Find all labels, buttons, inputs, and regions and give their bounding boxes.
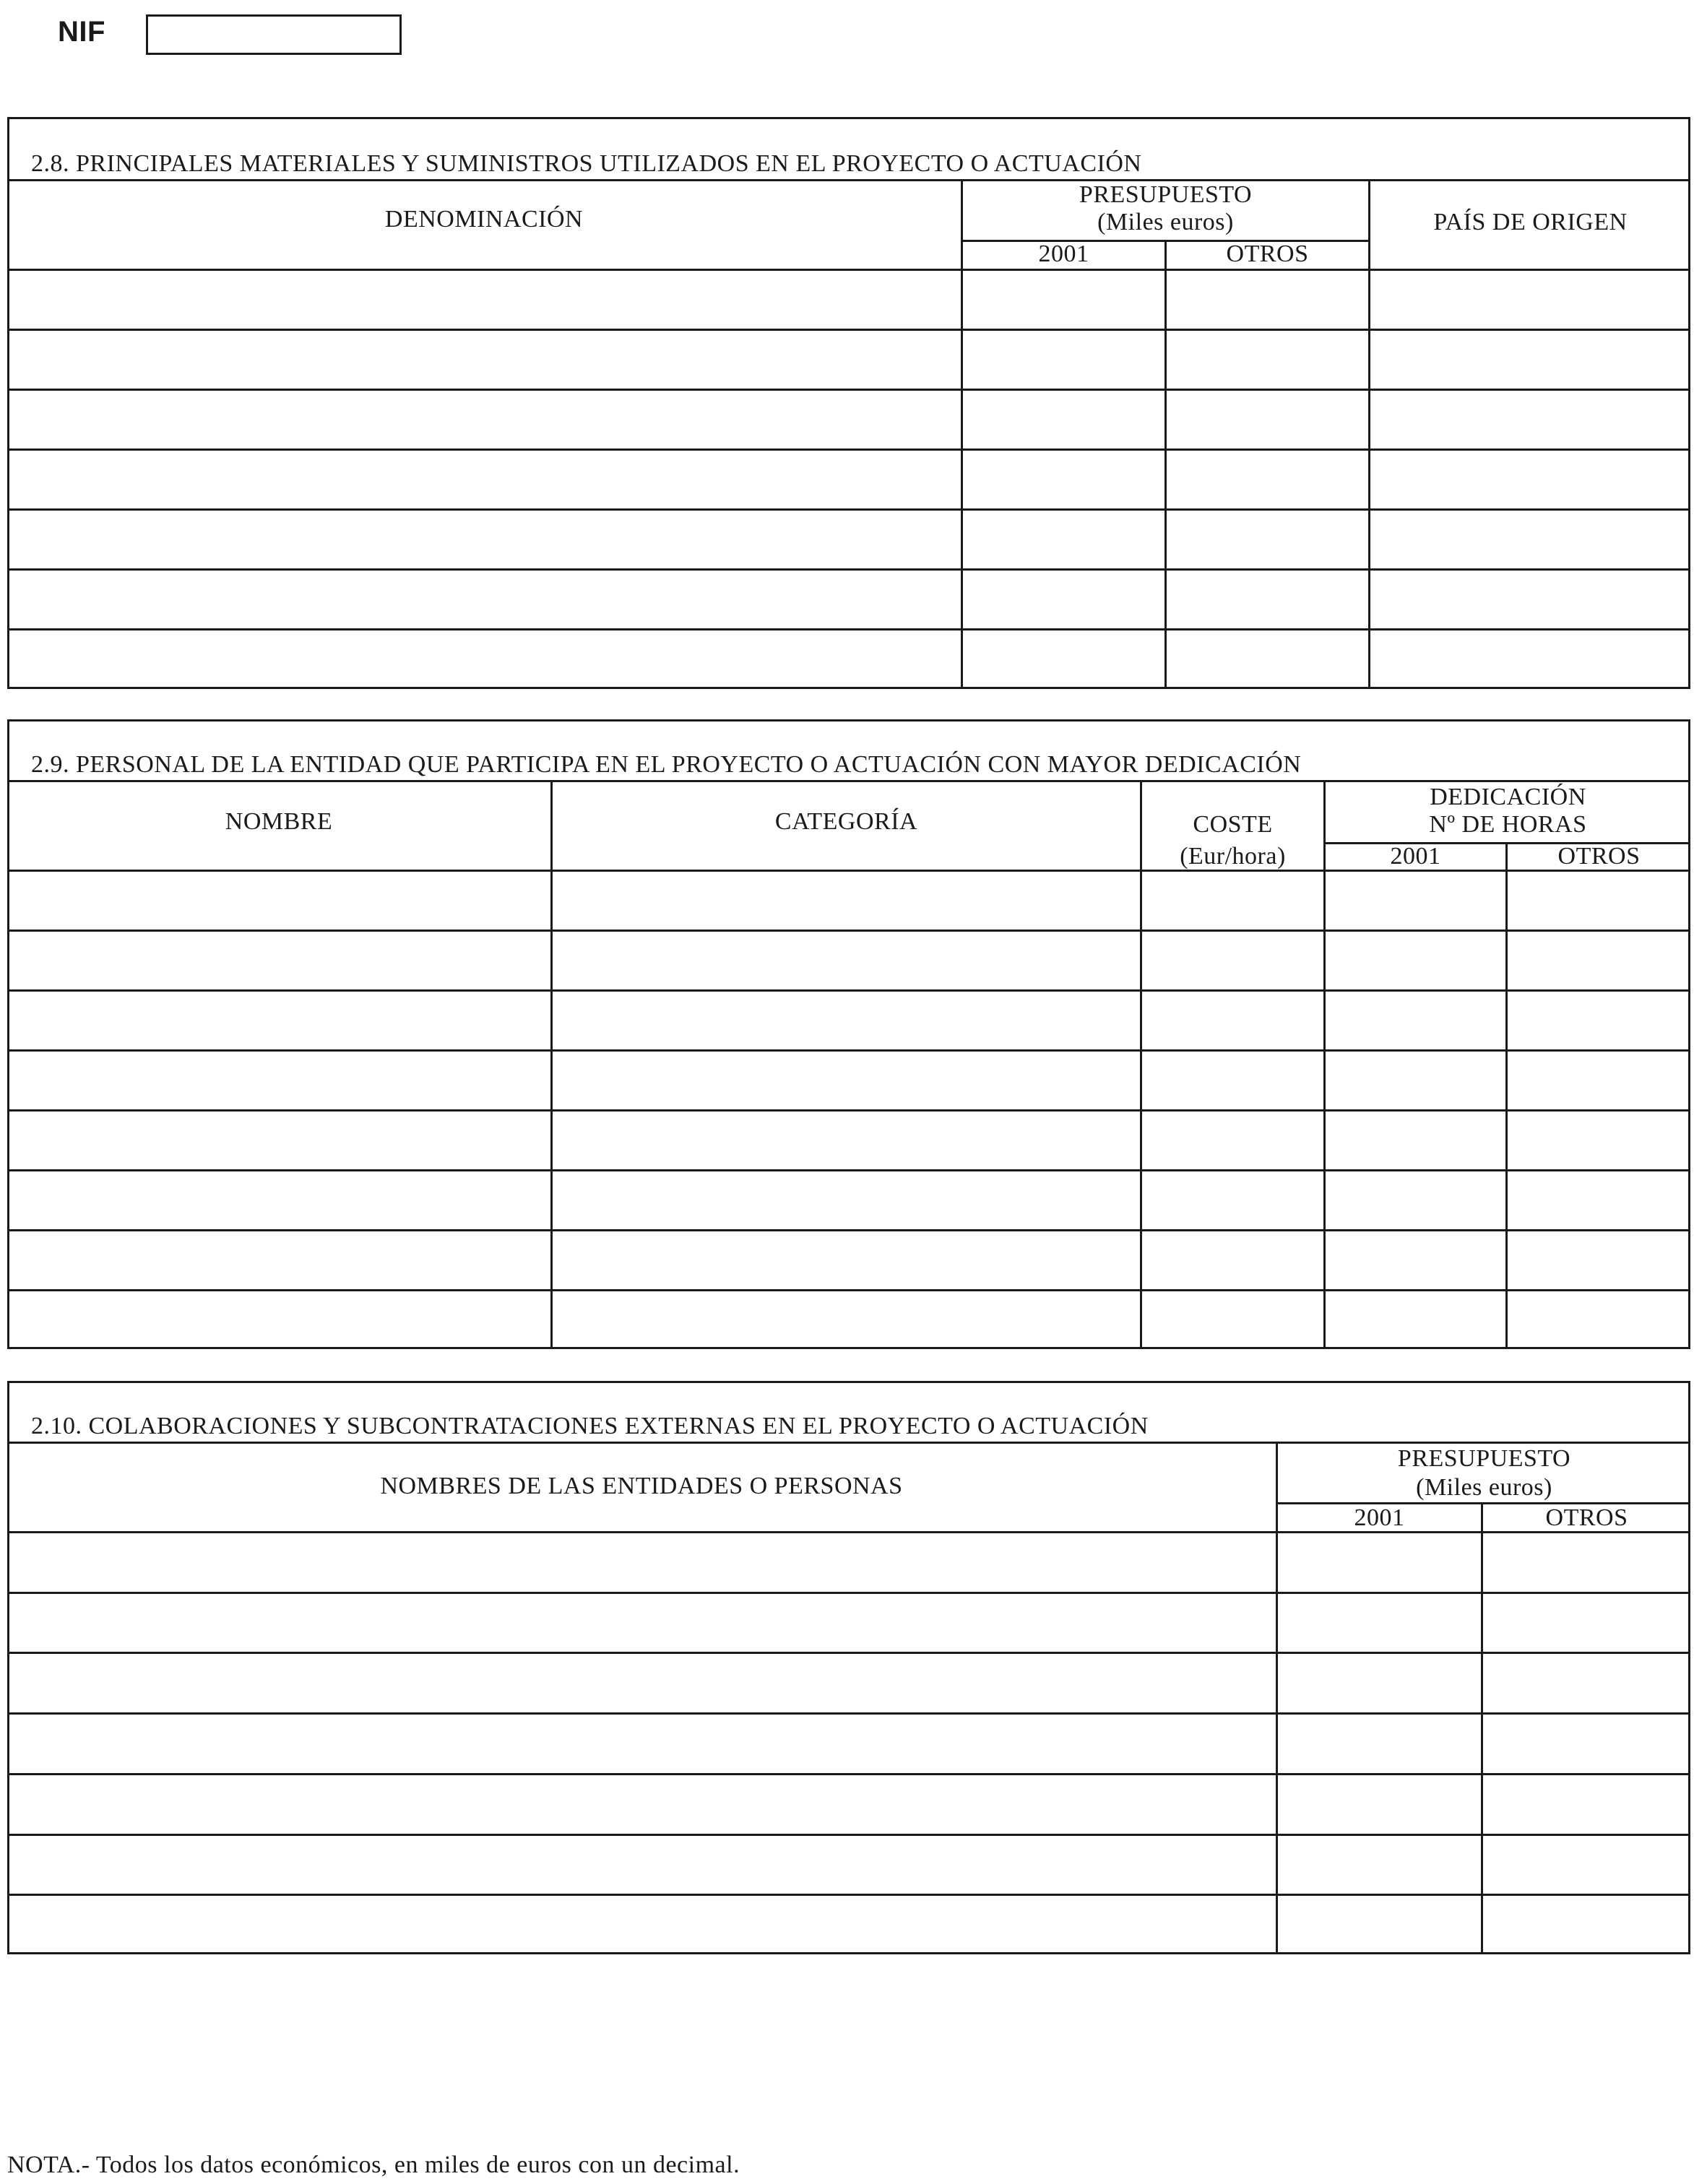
cell-categoria[interactable] (556, 1244, 1134, 1273)
cell-coste[interactable] (1146, 1064, 1318, 1093)
cell-otros[interactable] (1511, 1004, 1685, 1033)
col-otros-header: OTROS (1226, 240, 1309, 267)
cell-otros[interactable] (1487, 1848, 1685, 1877)
cell-pais[interactable] (1374, 343, 1685, 372)
col-presupuesto-header: PRESUPUESTO (1079, 181, 1253, 208)
cell-nombre[interactable] (13, 1727, 1270, 1756)
cell-otros[interactable] (1170, 403, 1362, 432)
cell-otros[interactable] (1511, 1124, 1685, 1153)
cell-denominacion[interactable] (13, 463, 955, 492)
footer-note: NOTA.- Todos los datos económicos, en miles de euros con un decimal. (7, 2152, 740, 2178)
cell-y2001[interactable] (967, 343, 1159, 372)
cell-y2001[interactable] (1329, 1124, 1500, 1153)
cell-y2001[interactable] (1329, 1244, 1500, 1273)
col-dedicacion-header: DEDICACIÓN (1430, 784, 1586, 810)
cell-nombre[interactable] (13, 1788, 1270, 1816)
cell-y2001[interactable] (967, 463, 1159, 492)
cell-nombre[interactable] (13, 1546, 1270, 1574)
nif-input[interactable] (146, 14, 402, 55)
col-coste-header: COSTE (1193, 811, 1273, 838)
cell-otros[interactable] (1487, 1606, 1685, 1635)
cell-denominacion[interactable] (13, 643, 955, 672)
cell-otros[interactable] (1170, 343, 1362, 372)
cell-pais[interactable] (1374, 583, 1685, 612)
cell-nombre[interactable] (13, 1244, 545, 1273)
cell-otros[interactable] (1487, 1727, 1685, 1756)
cell-categoria[interactable] (556, 944, 1134, 973)
cell-coste[interactable] (1146, 944, 1318, 973)
cell-otros[interactable] (1170, 463, 1362, 492)
cell-categoria[interactable] (556, 884, 1134, 913)
cell-otros[interactable] (1511, 1064, 1685, 1093)
cell-otros[interactable] (1170, 523, 1362, 552)
cell-denominacion[interactable] (13, 403, 955, 432)
cell-y2001[interactable] (1329, 1304, 1500, 1332)
cell-nombre[interactable] (13, 1124, 545, 1153)
cell-denominacion[interactable] (13, 283, 955, 312)
cell-pais[interactable] (1374, 403, 1685, 432)
cell-categoria[interactable] (556, 1184, 1134, 1213)
col-coste-unit: (Eur/hora) (1180, 843, 1286, 870)
cell-coste[interactable] (1146, 1304, 1318, 1332)
cell-y2001[interactable] (967, 523, 1159, 552)
cell-coste[interactable] (1146, 1124, 1318, 1153)
cell-y2001[interactable] (967, 643, 1159, 672)
cell-nombre[interactable] (13, 884, 545, 913)
col-otros-header: OTROS (1557, 843, 1641, 870)
col-presupuesto-unit: (Miles euros) (1416, 1474, 1552, 1501)
cell-pais[interactable] (1374, 283, 1685, 312)
cell-y2001[interactable] (1282, 1666, 1475, 1695)
col-otros-header: OTROS (1545, 1504, 1628, 1531)
cell-nombre[interactable] (13, 944, 545, 973)
cell-y2001[interactable] (967, 583, 1159, 612)
cell-denominacion[interactable] (13, 343, 955, 372)
cell-denominacion[interactable] (13, 523, 955, 552)
section-2-8-title: 2.8. PRINCIPALES MATERIALES Y SUMINISTROS UTILIZADOS EN EL PROYECTO O ACTUACIÓN (31, 150, 1142, 177)
cell-categoria[interactable] (556, 1004, 1134, 1033)
col-presupuesto-header: PRESUPUESTO (1397, 1445, 1571, 1472)
cell-y2001[interactable] (1329, 884, 1500, 913)
col-horas-header: Nº DE HORAS (1429, 811, 1587, 838)
col-categoria-header: CATEGORÍA (774, 808, 918, 835)
cell-denominacion[interactable] (13, 583, 955, 612)
cell-nombre[interactable] (13, 1908, 1270, 1937)
col-2001-header: 2001 (1390, 843, 1441, 870)
cell-nombre[interactable] (13, 1606, 1270, 1635)
cell-nombre[interactable] (13, 1064, 545, 1093)
cell-y2001[interactable] (1329, 1004, 1500, 1033)
cell-y2001[interactable] (1282, 1727, 1475, 1756)
cell-coste[interactable] (1146, 1004, 1318, 1033)
cell-otros[interactable] (1170, 283, 1362, 312)
cell-otros[interactable] (1511, 1184, 1685, 1213)
cell-otros[interactable] (1487, 1908, 1685, 1937)
cell-otros[interactable] (1511, 944, 1685, 973)
cell-y2001[interactable] (1329, 1184, 1500, 1213)
cell-pais[interactable] (1374, 523, 1685, 552)
cell-categoria[interactable] (556, 1304, 1134, 1332)
cell-categoria[interactable] (556, 1064, 1134, 1093)
cell-otros[interactable] (1487, 1788, 1685, 1816)
cell-y2001[interactable] (1329, 1064, 1500, 1093)
col-denominacion-header: DENOMINACIÓN (384, 206, 584, 233)
cell-coste[interactable] (1146, 1244, 1318, 1273)
col-2001-header: 2001 (1354, 1504, 1405, 1531)
cell-y2001[interactable] (1282, 1788, 1475, 1816)
cell-otros[interactable] (1170, 643, 1362, 672)
cell-otros[interactable] (1170, 583, 1362, 612)
section-2-9-title: 2.9. PERSONAL DE LA ENTIDAD QUE PARTICIPA EN EL PROYECTO O ACTUACIÓN CON MAYOR DEDICACIÓN (31, 751, 1302, 778)
cell-otros[interactable] (1511, 1304, 1685, 1332)
nif-label: NIF (58, 16, 105, 48)
col-pais-header: PAÍS DE ORIGEN (1433, 209, 1628, 235)
cell-y2001[interactable] (1329, 944, 1500, 973)
cell-nombre[interactable] (13, 1666, 1270, 1695)
col-presupuesto-unit: (Miles euros) (1097, 209, 1234, 235)
cell-categoria[interactable] (556, 1124, 1134, 1153)
cell-nombre[interactable] (13, 1184, 545, 1213)
cell-otros[interactable] (1487, 1666, 1685, 1695)
cell-otros[interactable] (1487, 1546, 1685, 1574)
cell-y2001[interactable] (1282, 1606, 1475, 1635)
cell-y2001[interactable] (1282, 1848, 1475, 1877)
cell-nombre[interactable] (13, 1004, 545, 1033)
cell-y2001[interactable] (967, 283, 1159, 312)
cell-nombre[interactable] (13, 1304, 545, 1332)
cell-pais[interactable] (1374, 463, 1685, 492)
cell-coste[interactable] (1146, 1184, 1318, 1213)
cell-nombre[interactable] (13, 1848, 1270, 1877)
col-2001-header: 2001 (1038, 240, 1089, 267)
cell-coste[interactable] (1146, 884, 1318, 913)
cell-otros[interactable] (1511, 884, 1685, 913)
section-2-10-title: 2.10. COLABORACIONES Y SUBCONTRATACIONES EXTERNAS EN EL PROYECTO O ACTUACIÓN (31, 1413, 1149, 1439)
cell-otros[interactable] (1511, 1244, 1685, 1273)
cell-y2001[interactable] (1282, 1546, 1475, 1574)
col-nombre-header: NOMBRE (225, 808, 333, 835)
cell-y2001[interactable] (967, 403, 1159, 432)
cell-pais[interactable] (1374, 643, 1685, 672)
cell-y2001[interactable] (1282, 1908, 1475, 1937)
col-nombres-header: NOMBRES DE LAS ENTIDADES O PERSONAS (380, 1473, 903, 1499)
